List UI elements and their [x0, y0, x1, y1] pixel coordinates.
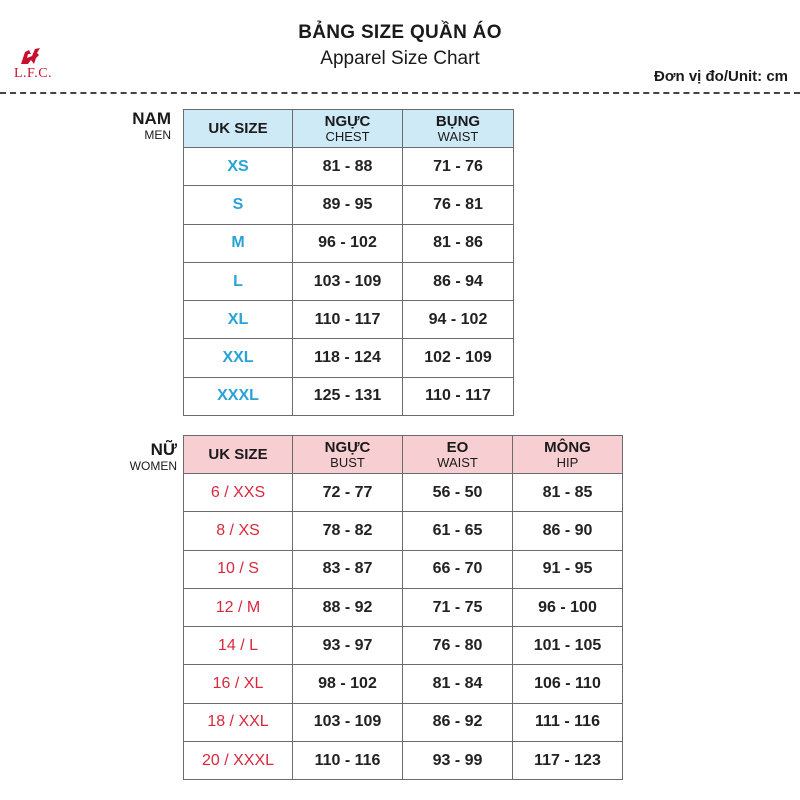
page-subtitle: Apparel Size Chart	[320, 48, 480, 69]
size-cell: 8 / XS	[184, 512, 293, 550]
women-header-row	[184, 436, 623, 474]
column-header-main: NGỰC	[324, 438, 371, 456]
measurement-cell: 76 - 80	[403, 627, 513, 665]
measurement-cell: 71 - 76	[403, 148, 514, 186]
measurement-cell: 81 - 86	[403, 224, 514, 262]
measurement-cell: 110 - 117	[403, 377, 514, 415]
size-cell: 20 / XXXL	[184, 742, 293, 780]
measurement-cell: 91 - 95	[513, 550, 623, 588]
measurement-cell: 117 - 123	[513, 742, 623, 780]
table-row	[184, 627, 623, 665]
column-header-sub: BUST	[330, 454, 365, 470]
column-header-sub: CHEST	[325, 128, 370, 144]
size-cell: L	[184, 262, 293, 300]
size-cell: 18 / XXL	[184, 703, 293, 741]
table-row	[184, 377, 514, 415]
size-cell: XS	[184, 148, 293, 186]
women-column-header	[403, 436, 513, 474]
size-cell: 16 / XL	[184, 665, 293, 703]
measurement-cell: 94 - 102	[403, 301, 514, 339]
table-row	[184, 224, 514, 262]
measurement-cell: 106 - 110	[513, 665, 623, 703]
women-column-header	[293, 436, 403, 474]
measurement-cell: 93 - 99	[403, 742, 513, 780]
size-cell: M	[184, 224, 293, 262]
column-header-main: UK SIZE	[208, 445, 268, 463]
column-header-main: MÔNG	[544, 438, 591, 456]
measurement-cell: 96 - 102	[293, 224, 403, 262]
measurement-cell: 71 - 75	[403, 588, 513, 626]
column-header-sub: WAIST	[437, 454, 478, 470]
table-row	[184, 665, 623, 703]
measurement-cell: 110 - 117	[293, 301, 403, 339]
women-column-header	[184, 436, 293, 474]
women-section-label	[130, 441, 177, 473]
page-title: BẢNG SIZE QUẦN ÁO	[298, 22, 502, 43]
women-table-body	[184, 474, 623, 780]
women-column-header	[513, 436, 623, 474]
measurement-cell: 86 - 90	[513, 512, 623, 550]
column-header-main: UK SIZE	[208, 119, 268, 137]
column-header-main: NGỰC	[324, 112, 371, 130]
logo-text: L.F.C.	[14, 66, 53, 81]
measurement-cell: 81 - 85	[513, 474, 623, 512]
size-cell: 14 / L	[184, 627, 293, 665]
men-column-header	[403, 110, 514, 148]
measurement-cell: 101 - 105	[513, 627, 623, 665]
table-row	[184, 474, 623, 512]
table-row	[184, 550, 623, 588]
measurement-cell: 81 - 88	[293, 148, 403, 186]
measurement-cell: 89 - 95	[293, 186, 403, 224]
measurement-cell: 88 - 92	[293, 588, 403, 626]
measurement-cell: 83 - 87	[293, 550, 403, 588]
measurement-cell: 102 - 109	[403, 339, 514, 377]
measurement-cell: 98 - 102	[293, 665, 403, 703]
men-size-table	[183, 109, 514, 416]
measurement-cell: 61 - 65	[403, 512, 513, 550]
measurement-cell: 76 - 81	[403, 186, 514, 224]
measurement-cell: 66 - 70	[403, 550, 513, 588]
size-cell: S	[184, 186, 293, 224]
column-header-sub: WAIST	[437, 128, 479, 144]
women-size-table	[183, 435, 623, 780]
unit-label: Đơn vị đo/Unit: cm	[654, 68, 788, 85]
table-row	[184, 588, 623, 626]
table-row	[184, 512, 623, 550]
measurement-cell: 96 - 100	[513, 588, 623, 626]
men-column-header	[184, 110, 293, 148]
size-cell: 10 / S	[184, 550, 293, 588]
men-sublabel: MEN	[144, 128, 171, 142]
table-row	[184, 703, 623, 741]
women-label: NỮ	[150, 440, 177, 459]
men-table-body	[184, 148, 514, 416]
column-header-main: EO	[446, 438, 469, 456]
measurement-cell: 86 - 94	[403, 262, 514, 300]
measurement-cell: 125 - 131	[293, 377, 403, 415]
table-row	[184, 262, 514, 300]
size-cell: XXXL	[184, 377, 293, 415]
men-label: NAM	[132, 109, 171, 128]
measurement-cell: 78 - 82	[293, 512, 403, 550]
dashed-divider	[0, 92, 800, 94]
table-row	[184, 301, 514, 339]
measurement-cell: 93 - 97	[293, 627, 403, 665]
measurement-cell: 110 - 116	[293, 742, 403, 780]
table-row	[184, 148, 514, 186]
size-cell: 6 / XXS	[184, 474, 293, 512]
size-cell: XXL	[184, 339, 293, 377]
measurement-cell: 81 - 84	[403, 665, 513, 703]
women-sublabel: WOMEN	[129, 459, 177, 473]
men-column-header	[293, 110, 403, 148]
column-header-sub: HIP	[556, 454, 579, 470]
measurement-cell: 56 - 50	[403, 474, 513, 512]
measurement-cell: 103 - 109	[293, 703, 403, 741]
measurement-cell: 86 - 92	[403, 703, 513, 741]
size-cell: XL	[184, 301, 293, 339]
size-cell: 12 / M	[184, 588, 293, 626]
table-row	[184, 186, 514, 224]
column-header-main: BỤNG	[435, 112, 481, 130]
men-header-row	[184, 110, 514, 148]
table-row	[184, 339, 514, 377]
measurement-cell: 118 - 124	[293, 339, 403, 377]
measurement-cell: 72 - 77	[293, 474, 403, 512]
measurement-cell: 111 - 116	[513, 703, 623, 741]
table-row	[184, 742, 623, 780]
men-section-label	[132, 110, 171, 142]
measurement-cell: 103 - 109	[293, 262, 403, 300]
